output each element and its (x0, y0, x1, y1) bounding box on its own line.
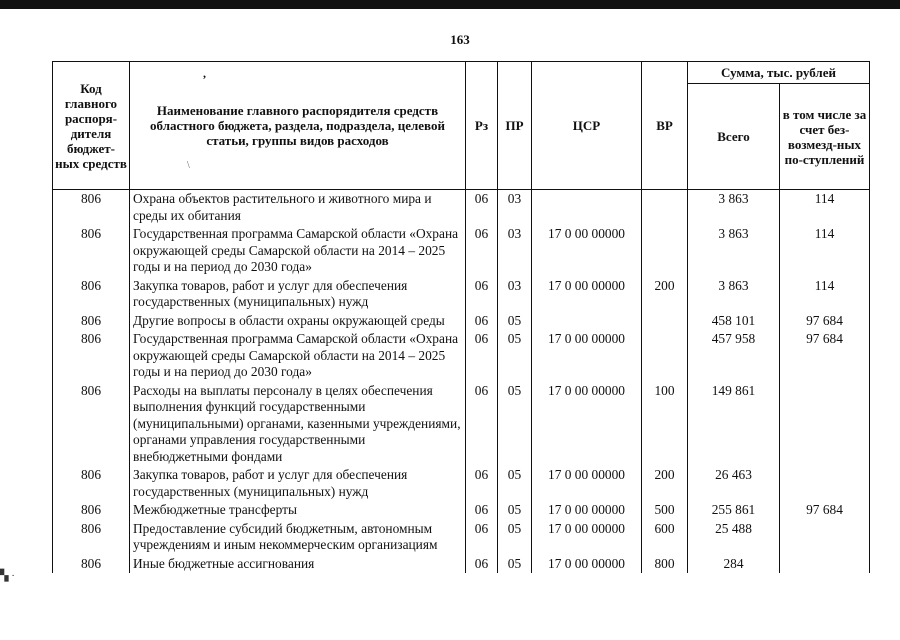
cell-total: 284 (688, 555, 780, 574)
page-number: 163 (450, 32, 470, 47)
cell-name: Другие вопросы в области охраны окружающей среды (130, 312, 466, 331)
cell-pr: 05 (498, 501, 532, 520)
table-row (53, 501, 870, 520)
cell-name: Предоставление субсидий бюджетным, автономным учреждениям и иным некоммерческим организациям (130, 520, 466, 555)
cell-csr: 17 0 00 00000 (532, 501, 642, 520)
cell-pr: 03 (498, 277, 532, 312)
cell-pr: 05 (498, 466, 532, 501)
header-code: Код главного распоря-дителя бюджет-ных средств (53, 62, 130, 190)
cell-grants (780, 520, 870, 555)
cell-grants (780, 555, 870, 574)
table-row (53, 312, 870, 331)
cell-pr: 03 (498, 190, 532, 226)
cell-rz: 06 (466, 520, 498, 555)
cell-code: 806 (53, 555, 130, 574)
cell-total: 149 861 (688, 382, 780, 467)
cell-csr: 17 0 00 00000 (532, 277, 642, 312)
cell-vr: 600 (642, 520, 688, 555)
cell-grants (780, 466, 870, 501)
scan-top-border (0, 0, 900, 9)
cell-csr (532, 190, 642, 226)
cell-vr: 200 (642, 466, 688, 501)
cell-code: 806 (53, 225, 130, 277)
cell-rz: 06 (466, 555, 498, 574)
table-row (53, 277, 870, 312)
cell-code: 806 (53, 312, 130, 331)
header-csr: ЦСР (532, 62, 642, 190)
cell-csr: 17 0 00 00000 (532, 466, 642, 501)
cell-rz: 06 (466, 466, 498, 501)
table-row (53, 225, 870, 277)
cell-csr: 17 0 00 00000 (532, 330, 642, 382)
cell-vr: 200 (642, 277, 688, 312)
header-grants: в том числе за счет без-возмезд-ных по-ступлений (780, 84, 870, 190)
cell-name: Государственная программа Самарской области «Охрана окружающей среды Самарской области на 2014 – 2025 годы и на период до 2030 года» (130, 225, 466, 277)
table-row (53, 520, 870, 555)
cell-pr: 05 (498, 382, 532, 467)
cell-vr (642, 330, 688, 382)
cell-code: 806 (53, 277, 130, 312)
cell-name: Межбюджетные трансферты (130, 501, 466, 520)
header-pr: ПР (498, 62, 532, 190)
budget-table (52, 61, 870, 573)
cell-name: Охрана объектов растительного и животного мира и среды их обитания (130, 190, 466, 226)
cell-csr: 17 0 00 00000 (532, 225, 642, 277)
header-vr: ВР (642, 62, 688, 190)
cell-csr: 17 0 00 00000 (532, 382, 642, 467)
cell-vr (642, 190, 688, 226)
cell-csr: 17 0 00 00000 (532, 555, 642, 574)
cell-total: 458 101 (688, 312, 780, 331)
cell-vr (642, 312, 688, 331)
cell-grants (780, 382, 870, 467)
cell-name: Расходы на выплаты персоналу в целях обеспечения выполнения функций государственными (муниципальными) органами, казенными учреждениями, органами управления государственными внебюджетными фондами (130, 382, 466, 467)
table-row (53, 466, 870, 501)
cell-rz: 06 (466, 190, 498, 226)
cell-grants: 114 (780, 190, 870, 226)
cell-grants: 114 (780, 225, 870, 277)
cell-grants: 114 (780, 277, 870, 312)
cell-code: 806 (53, 190, 130, 226)
cell-vr: 800 (642, 555, 688, 574)
cell-rz: 06 (466, 382, 498, 467)
cell-rz: 06 (466, 312, 498, 331)
cell-csr: 17 0 00 00000 (532, 520, 642, 555)
header-total: Всего (688, 84, 780, 190)
cell-pr: 03 (498, 225, 532, 277)
cell-vr: 500 (642, 501, 688, 520)
cell-code: 806 (53, 382, 130, 467)
cell-name: Государственная программа Самарской области «Охрана окружающей среды Самарской области на 2014 – 2025 годы и на период до 2030 года» (130, 330, 466, 382)
stray-mark-tick: \ (187, 160, 190, 171)
table-row (53, 330, 870, 382)
cell-vr: 100 (642, 382, 688, 467)
header-name: Наименование главного распорядителя средств областного бюджета, раздела, подраздела, целевой статьи, группы видов расходов (130, 62, 466, 190)
cell-total: 26 463 (688, 466, 780, 501)
cell-total: 457 958 (688, 330, 780, 382)
cell-total: 3 863 (688, 277, 780, 312)
scan-edge-marks: ▚ · (0, 570, 15, 582)
cell-grants: 97 684 (780, 501, 870, 520)
cell-rz: 06 (466, 277, 498, 312)
cell-total: 3 863 (688, 225, 780, 277)
cell-code: 806 (53, 520, 130, 555)
cell-pr: 05 (498, 520, 532, 555)
cell-code: 806 (53, 501, 130, 520)
cell-grants: 97 684 (780, 312, 870, 331)
cell-name: Иные бюджетные ассигнования (130, 555, 466, 574)
cell-rz: 06 (466, 330, 498, 382)
cell-code: 806 (53, 466, 130, 501)
cell-pr: 05 (498, 312, 532, 331)
header-sum: Сумма, тыс. рублей (688, 62, 870, 84)
table-row (53, 382, 870, 467)
cell-total: 25 488 (688, 520, 780, 555)
cell-vr (642, 225, 688, 277)
cell-name: Закупка товаров, работ и услуг для обеспечения государственных (муниципальных) нужд (130, 277, 466, 312)
cell-code: 806 (53, 330, 130, 382)
stray-mark-comma: , (203, 66, 206, 80)
cell-rz: 06 (466, 225, 498, 277)
cell-csr (532, 312, 642, 331)
cell-total: 255 861 (688, 501, 780, 520)
cell-grants: 97 684 (780, 330, 870, 382)
cell-pr: 05 (498, 330, 532, 382)
cell-total: 3 863 (688, 190, 780, 226)
table-row (53, 555, 870, 574)
cell-pr: 05 (498, 555, 532, 574)
cell-rz: 06 (466, 501, 498, 520)
cell-name: Закупка товаров, работ и услуг для обеспечения государственных (муниципальных) нужд (130, 466, 466, 501)
header-rz: Рз (466, 62, 498, 190)
table-row (53, 190, 870, 226)
